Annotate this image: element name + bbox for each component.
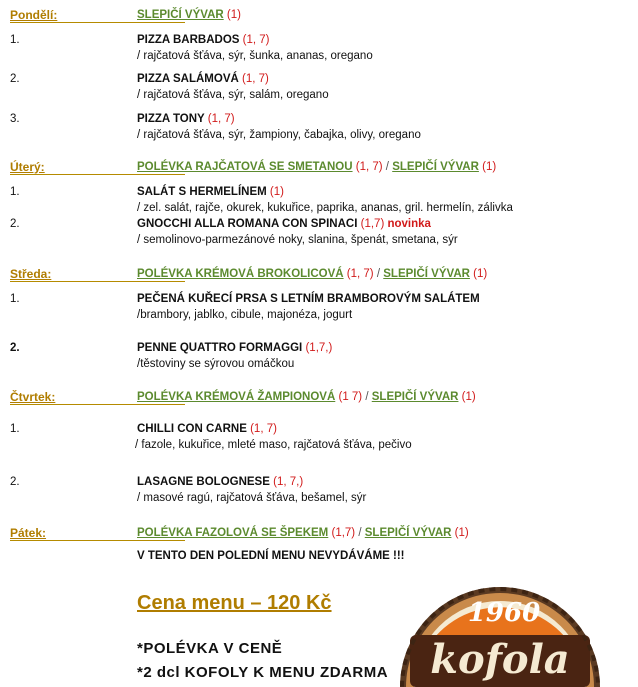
- soup-allergens: (1): [482, 161, 497, 173]
- soup-allergens: (1 7): [338, 391, 363, 403]
- dish-title: LASAGNE BOLOGNESE: [137, 476, 270, 488]
- soup-allergens: (1): [226, 9, 241, 21]
- dish-number: 2.: [10, 342, 20, 354]
- dish-number: 2.: [10, 218, 20, 230]
- dish-allergens: (1, 7): [242, 34, 270, 46]
- soup-name: SLEPIČÍ VÝVAR: [392, 161, 479, 173]
- dish-allergens: (1, 7): [207, 113, 235, 125]
- dish-number: 1.: [10, 34, 20, 46]
- soup-line-thursday: [137, 390, 476, 404]
- dish-name: [137, 422, 277, 436]
- dish-allergens: (1,7,): [305, 342, 333, 354]
- soup-allergens: (1, 7): [355, 161, 383, 173]
- dish-name: [137, 217, 431, 231]
- soup-name: POLÉVKA KRÉMOVÁ ŽAMPIONOVÁ: [137, 391, 336, 403]
- dish-name: [137, 341, 332, 355]
- soup-name: POLÉVKA RAJČATOVÁ SE SMETANOU: [137, 161, 353, 173]
- dish-description: / zel. salát, rajče, okurek, kukuřice, paprika, ananas, gril. hermelín, zálivka: [137, 202, 513, 214]
- dish-name: [137, 33, 269, 47]
- soup-line-monday: [137, 8, 241, 22]
- soup-allergens: (1,7): [331, 527, 356, 539]
- day-label-friday: Pátek:: [10, 526, 185, 541]
- dish-allergens: (1, 7,): [273, 476, 304, 488]
- day-label-wednesday: Středa:: [10, 267, 185, 282]
- dish-allergens: (1,7): [360, 218, 385, 230]
- soup-separator: /: [358, 527, 362, 539]
- soup-line-friday: [137, 526, 469, 540]
- soup-name: POLÉVKA KRÉMOVÁ BROKOLICOVÁ: [137, 268, 344, 280]
- dish-description: / rajčatová šťáva, sýr, šunka, ananas, oregano: [137, 50, 373, 62]
- soup-separator: /: [376, 268, 381, 280]
- menu-price: Cena menu – 120 Kč: [137, 592, 332, 614]
- dish-title: PIZZA BARBADOS: [137, 34, 240, 46]
- dish-allergens: (1, 7): [242, 73, 269, 85]
- soup-line-tuesday: [137, 160, 496, 174]
- day-label-thursday: Čtvrtek:: [10, 390, 185, 405]
- note-free-kofola: *2 dcl KOFOLY K MENU ZDARMA: [137, 664, 389, 681]
- dish-description: /těstoviny se sýrovou omáčkou: [137, 358, 295, 370]
- day-label-tuesday: Úterý:: [10, 160, 185, 175]
- dish-title: SALÁT S HERMELÍNEM: [137, 186, 267, 198]
- note-soup-included: *POLÉVKA V CENĚ: [137, 640, 283, 657]
- soup-allergens: (1): [461, 391, 476, 403]
- dish-allergens: (1, 7): [250, 423, 277, 435]
- dish-title: PIZZA SALÁMOVÁ: [137, 73, 239, 85]
- dish-name: [137, 292, 480, 306]
- dish-description: / semolinovo-parmezánové noky, slanina, špenát, smetana, sýr: [137, 234, 458, 246]
- dish-description: /brambory, jablko, cibule, majonéza, jogurt: [137, 309, 353, 321]
- soup-name: SLEPIČÍ VÝVAR: [137, 9, 224, 21]
- dish-name: [137, 475, 303, 489]
- dish-title: PENNE QUATTRO FORMAGGI: [137, 342, 303, 354]
- dish-description: / rajčatová šťáva, sýr, žampiony, čabajka, olivy, oregano: [137, 129, 421, 141]
- dish-number: 2.: [10, 476, 20, 488]
- dish-name: [137, 112, 235, 126]
- dish-title: PIZZA TONY: [137, 113, 205, 125]
- soup-line-wednesday: [137, 267, 487, 281]
- dish-number: 1.: [10, 293, 20, 305]
- soup-separator: /: [385, 161, 389, 173]
- day-label-monday: Pondělí:: [10, 8, 185, 23]
- dish-description: / masové ragú, rajčatová šťáva, bešamel, sýr: [137, 492, 367, 504]
- dish-title: GNOCCHI ALLA ROMANA CON SPINACI: [137, 218, 358, 230]
- dish-name: [137, 185, 284, 199]
- soup-allergens: (1, 7): [346, 268, 374, 280]
- logo-brand: kofola: [430, 636, 570, 683]
- dish-allergens: (1): [269, 186, 284, 198]
- soup-allergens: (1): [473, 268, 488, 280]
- dish-title: PEČENÁ KUŘECÍ PRSA S LETNÍM BRAMBOROVÝM SALÁTEM: [137, 293, 480, 305]
- dish-description: / rajčatová šťáva, sýr, salám, oregano: [137, 89, 329, 101]
- logo-year: 1960: [467, 598, 541, 628]
- soup-name: SLEPIČÍ VÝVAR: [383, 268, 470, 280]
- dish-name: [137, 72, 269, 86]
- soup-name: SLEPIČÍ VÝVAR: [364, 527, 452, 539]
- soup-allergens: (1): [454, 527, 469, 539]
- dish-title: CHILLI CON CARNE: [137, 423, 247, 435]
- soup-separator: /: [365, 391, 369, 403]
- new-badge: novinka: [387, 218, 431, 230]
- kofola-logo: [400, 587, 600, 687]
- dish-number: 3.: [10, 113, 20, 125]
- closed-notice: V TENTO DEN POLEDNÍ MENU NEVYDÁVÁME !!!: [137, 550, 405, 562]
- soup-name: POLÉVKA FAZOLOVÁ SE ŠPEKEM: [137, 527, 329, 539]
- dish-description: / fazole, kukuřice, mleté maso, rajčatová šťáva, pečivo: [135, 439, 412, 451]
- dish-number: 1.: [10, 186, 20, 198]
- soup-name: SLEPIČÍ VÝVAR: [371, 391, 459, 403]
- dish-number: 2.: [10, 73, 20, 85]
- dish-number: 1.: [10, 423, 20, 435]
